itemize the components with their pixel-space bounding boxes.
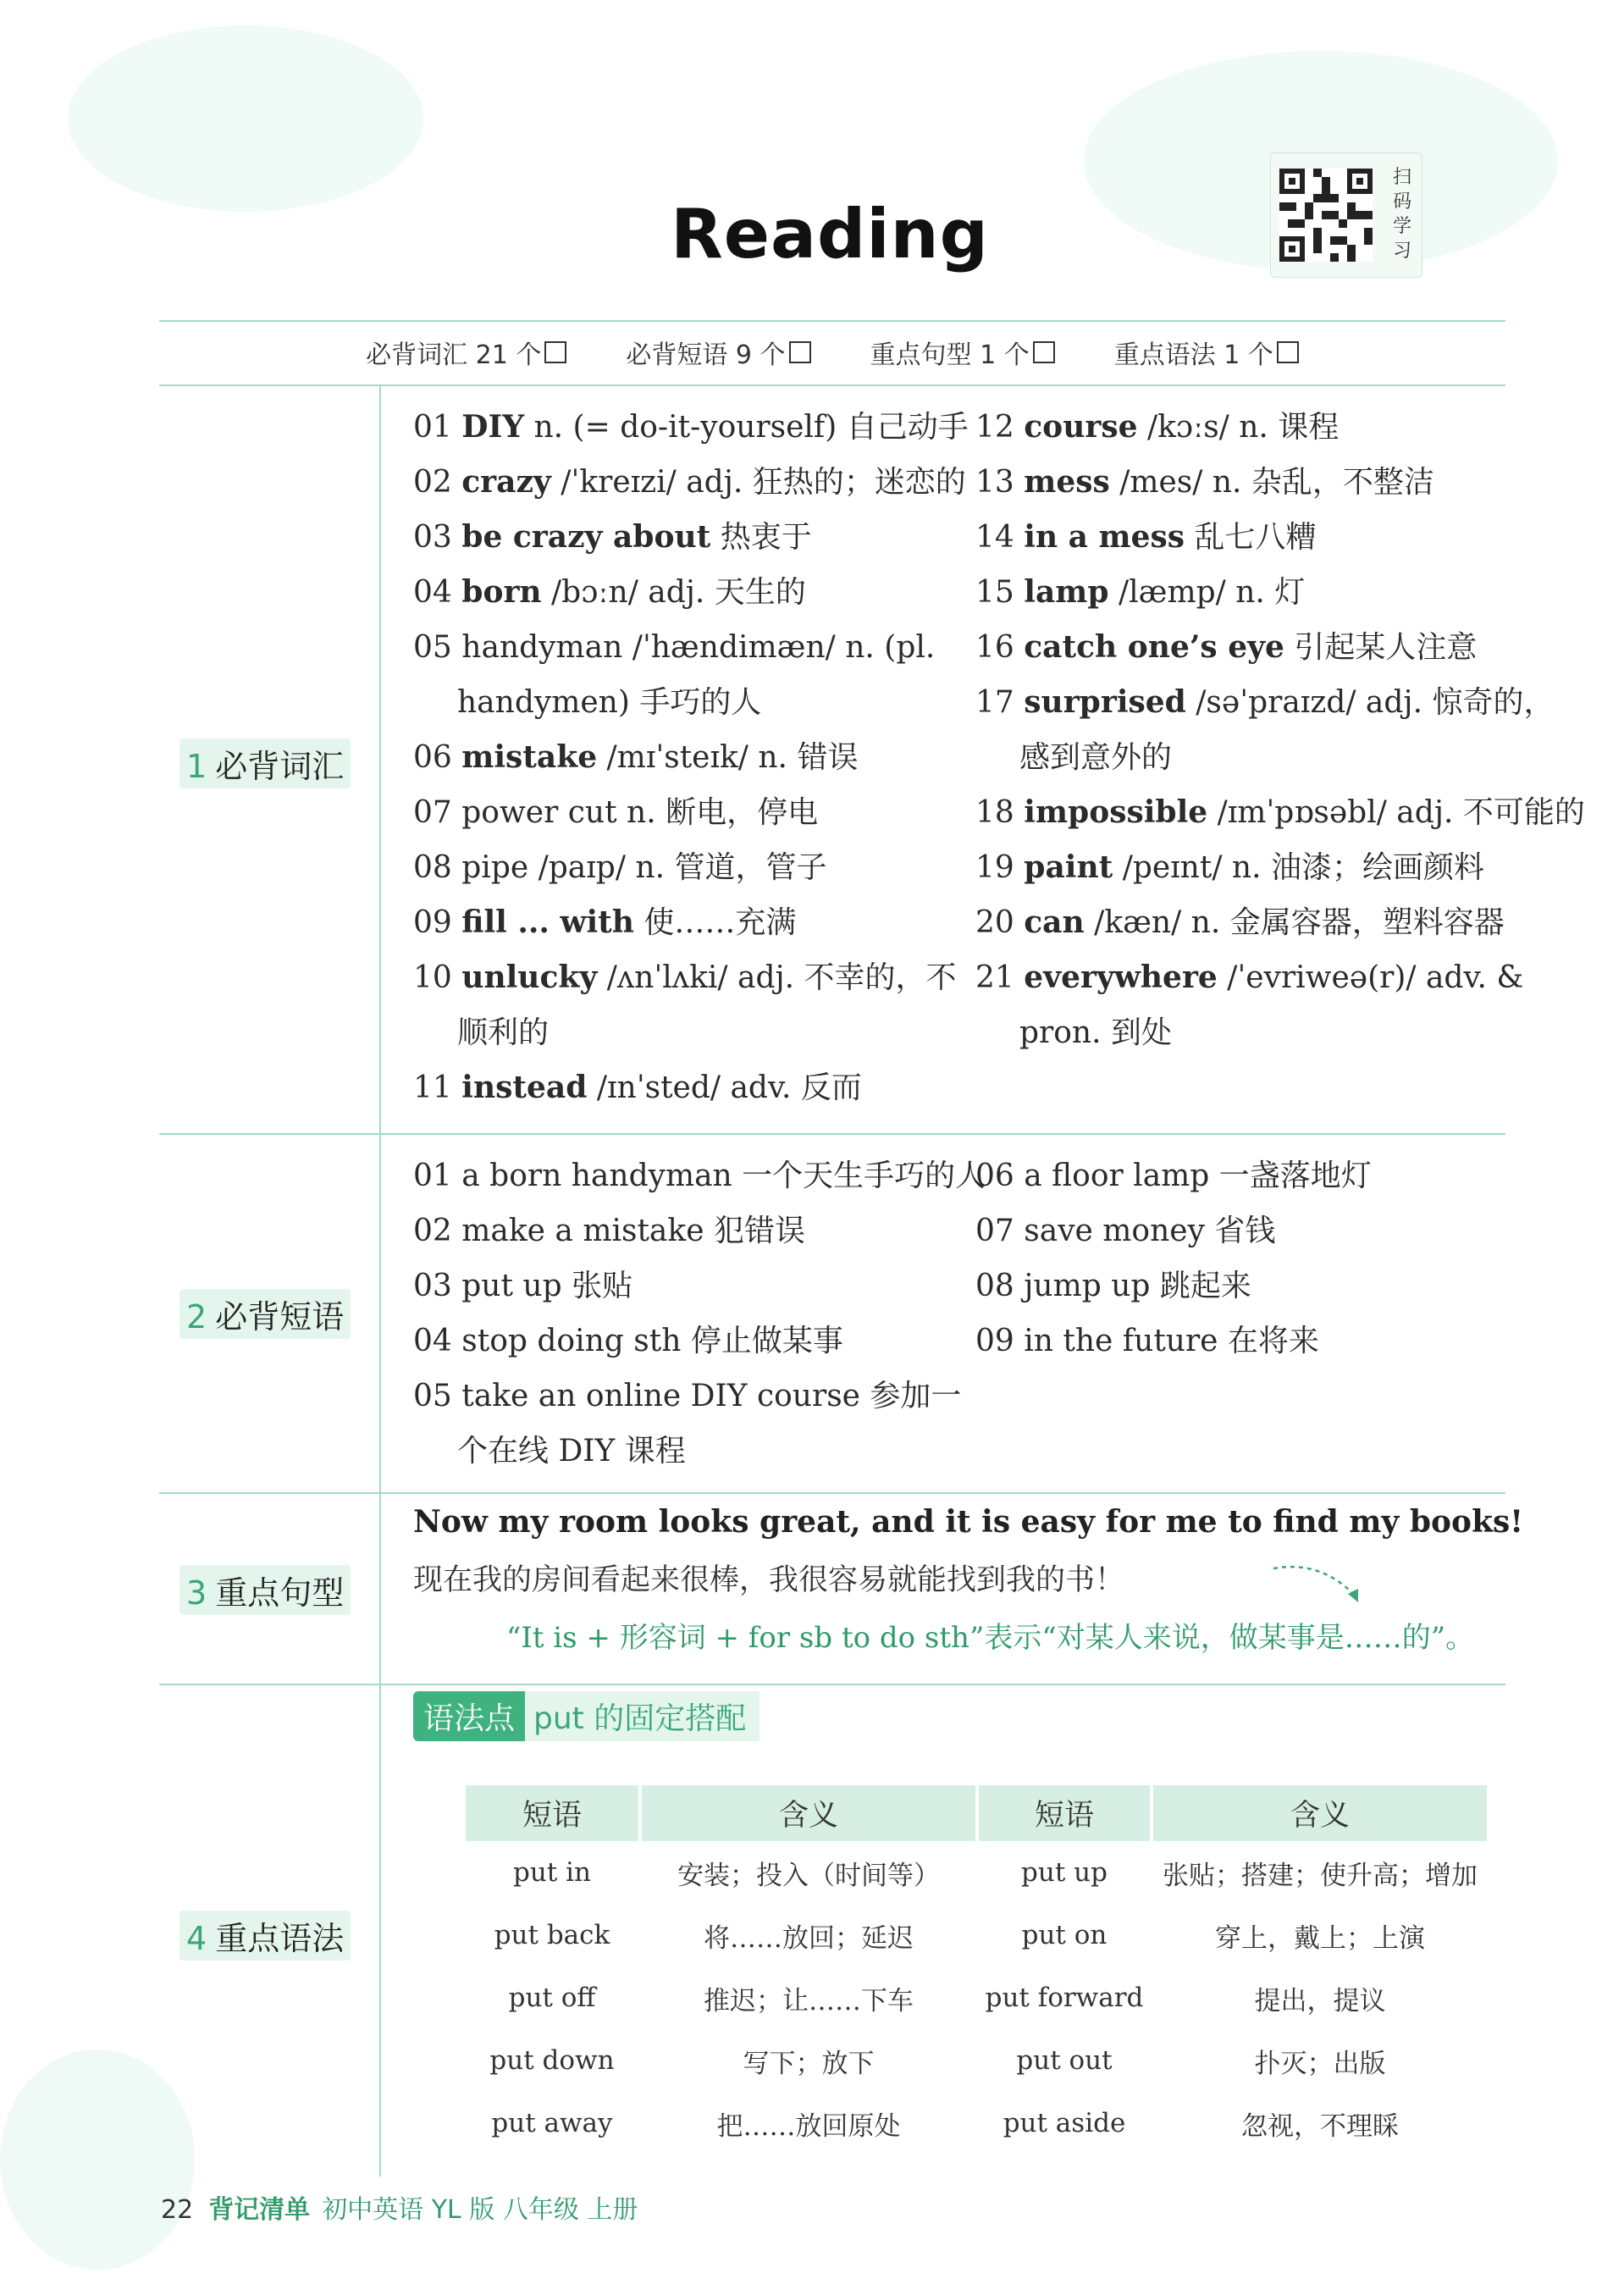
definition: /ˈkreɪzi/ adj. 狂热的；迷恋的 (550, 465, 966, 500)
table-cell: put on (1021, 1920, 1108, 1950)
phrase: jump up 跳起来 (1024, 1269, 1251, 1303)
phrase: a floor lamp 一盏落地灯 (1024, 1159, 1372, 1193)
definition: n. (= do-it-yourself) 自己动手 (524, 410, 969, 445)
phrase: put up 张贴 (461, 1269, 633, 1303)
definition: handyman /ˈhændimæn/ n. (pl. (461, 630, 936, 665)
definition: /ʌnˈlʌki/ adj. 不幸的，不 (597, 960, 957, 995)
list-item (413, 400, 972, 455)
list-item (975, 675, 1555, 730)
key-sentence-en: Now my room looks great, and it is easy for me to find my books! (413, 1504, 1524, 1540)
table-cell: 把……放回原处 (716, 2110, 901, 2142)
checkbox[interactable] (544, 341, 566, 363)
list-item (413, 1148, 986, 1203)
list-item (975, 565, 1517, 620)
headword: crazy (461, 464, 551, 500)
qr-label: 扫 码 学 习 (1392, 167, 1411, 262)
column-header: 短语 (979, 1785, 1150, 1841)
grammar-tag (413, 1692, 760, 1740)
series-name: 背记清单 (208, 2195, 311, 2225)
section-label-grammar: 4 重点语法 (180, 1911, 351, 1961)
divider (159, 1492, 1505, 1494)
item-number: 10 (413, 960, 452, 995)
sentence-note: “It is + 形容词 + for sb to do sth”表示“对某人来说，做某事是……的”。 (506, 1621, 1475, 1655)
headword: unlucky (461, 960, 598, 995)
item-number: 06 (975, 1159, 1014, 1193)
item-number: 12 (975, 410, 1014, 445)
definition: /səˈpraɪzd/ adj. 惊奇的， (1185, 685, 1555, 720)
phrase: save money 省钱 (1024, 1214, 1276, 1248)
summary-label: 必背短语 (626, 340, 728, 370)
summary-label: 重点句型 (870, 340, 972, 370)
table-cell: 写下；放下 (743, 2048, 875, 2079)
list-item (413, 1314, 972, 1369)
summary-count: 1 个 (980, 340, 1030, 370)
list-item-continuation: 顺利的 (457, 1015, 550, 1050)
list-item (413, 950, 972, 1005)
list-item (975, 1203, 1500, 1258)
table-cell: 安装；投入（时间等） (677, 1860, 940, 1891)
phrase: a born handyman 一个天生手巧的人 (461, 1159, 986, 1193)
vocab-list-right (975, 400, 1585, 1060)
table-cell: 张贴；搭建；使升高；增加 (1163, 1860, 1478, 1891)
qr-code[interactable] (1270, 152, 1422, 278)
item-number: 11 (413, 1070, 452, 1105)
headword: fill ... with (461, 904, 634, 940)
headword: catch one’s eye (1024, 629, 1284, 665)
divider (159, 384, 1505, 386)
item-number: 19 (975, 850, 1014, 885)
list-item (413, 1369, 972, 1424)
item-number: 02 (413, 1214, 452, 1248)
item-number: 07 (413, 795, 452, 830)
headword: can (1024, 904, 1085, 940)
item-number: 07 (975, 1214, 1014, 1248)
item-number: 02 (413, 465, 452, 500)
key-sentence-cn: 现在我的房间看起来很棒，我很容易就能找到我的书！ (413, 1563, 1125, 1597)
section-label-vocab: 1 必背词汇 (180, 738, 351, 788)
item-number: 20 (975, 905, 1014, 940)
table-row (466, 1841, 1487, 1904)
list-item (413, 785, 972, 840)
list-item (975, 950, 1524, 1005)
definition: /ɪmˈpɒsəbl/ adj. 不可能的 (1207, 795, 1585, 830)
checkbox[interactable] (1033, 341, 1055, 363)
section-label-sentence: 3 重点句型 (180, 1565, 351, 1615)
book-subtitle: 初中英语 YL 版 八年级 上册 (322, 2195, 638, 2225)
headword: born (461, 574, 542, 610)
table-cell: 推迟；让……下车 (704, 1985, 914, 2016)
summary-label: 重点语法 (1113, 340, 1216, 370)
item-number: 09 (975, 1324, 1014, 1358)
definition: /læmp/ n. 灯 (1108, 575, 1306, 610)
phrase: take an online DIY course 参加一 (461, 1379, 962, 1413)
item-number: 18 (975, 795, 1014, 830)
definition: /ɪnˈsted/ adv. 反而 (587, 1070, 862, 1105)
list-item (413, 1258, 972, 1314)
grammar-topic: put 的固定搭配 (525, 1691, 760, 1741)
list-item (975, 1258, 1500, 1314)
item-number: 08 (413, 850, 452, 885)
item-number: 15 (975, 575, 1014, 610)
column-header: 含义 (1153, 1785, 1487, 1841)
item-number: 03 (413, 520, 452, 555)
page-title: Reading (671, 195, 989, 274)
table-cell: 将……放回；延迟 (704, 1922, 914, 1954)
divider (159, 1684, 1505, 1685)
summary-count: 1 个 (1224, 340, 1273, 370)
item-number: 06 (413, 740, 452, 775)
definition: /kæn/ n. 金属容器，塑料容器 (1084, 905, 1505, 940)
list-item (975, 1314, 1500, 1369)
list-item-continuation: pron. 到处 (1019, 1015, 1173, 1050)
table-cell: put out (1016, 2045, 1113, 2076)
table-row (466, 2092, 1487, 2154)
summary-label: 必背词汇 (366, 340, 468, 370)
grammar-table (462, 1785, 1490, 2154)
table-cell: put down (489, 2045, 615, 2076)
item-number: 05 (413, 1379, 452, 1413)
headword: mess (1024, 464, 1110, 500)
headword: impossible (1024, 794, 1208, 830)
list-item (413, 840, 972, 895)
table-cell: 忽视，不理睬 (1241, 2110, 1399, 2142)
phrase-list-left (413, 1148, 986, 1479)
table-cell: put up (1021, 1857, 1108, 1888)
table-cell: 提出，提议 (1254, 1985, 1386, 2016)
list-item (413, 1060, 972, 1115)
headword: in a mess (1024, 519, 1185, 555)
list-item (413, 510, 972, 565)
phrase-list-right (975, 1148, 1500, 1369)
list-item (413, 1203, 972, 1258)
headword: surprised (1024, 684, 1186, 720)
divider (159, 1133, 1505, 1135)
table-row (466, 1966, 1487, 2029)
item-number: 21 (975, 960, 1014, 995)
table-row (466, 2029, 1487, 2092)
headword: course (1024, 409, 1138, 445)
list-item (975, 620, 1517, 675)
table-row (466, 1904, 1487, 1966)
summary-count: 21 个 (475, 340, 542, 370)
table-cell: put back (494, 1920, 610, 1950)
table-cell: put in (512, 1857, 591, 1888)
headword: instead (461, 1070, 588, 1105)
list-item (413, 895, 972, 950)
summary-count: 9 个 (735, 340, 786, 370)
list-item (975, 400, 1517, 455)
phrase: stop doing sth 停止做某事 (461, 1324, 843, 1358)
definition: /peɪnt/ n. 油漆；绘画颜料 (1113, 850, 1484, 885)
definition: 热衷于 (710, 520, 812, 555)
list-item (413, 565, 972, 620)
definition: 引起某人注意 (1284, 630, 1478, 665)
definition: /bɔːn/ adj. 天生的 (541, 575, 806, 610)
table-cell: put aside (1003, 2108, 1126, 2138)
list-item (975, 785, 1585, 840)
table-cell: put forward (985, 1983, 1144, 2013)
item-number: 04 (413, 1324, 452, 1358)
headword: mistake (461, 739, 598, 775)
table-cell: 穿上，戴上；上演 (1215, 1922, 1425, 1954)
list-item-continuation: 感到意外的 (1019, 740, 1173, 775)
summary-bar (159, 322, 1505, 383)
table-cell: put away (491, 2108, 613, 2138)
list-item (413, 455, 972, 510)
item-number: 17 (975, 685, 1014, 720)
section-label-phrases: 2 必背短语 (180, 1289, 351, 1339)
item-number: 14 (975, 520, 1014, 555)
list-item-continuation: handymen) 手巧的人 (457, 685, 762, 720)
qr-icon (1279, 169, 1373, 262)
list-item-continuation: 个在线 DIY 课程 (457, 1434, 686, 1469)
definition: power cut n. 断电，停电 (461, 795, 819, 830)
item-number: 04 (413, 575, 452, 610)
item-number: 13 (975, 465, 1014, 500)
item-number: 03 (413, 1269, 452, 1303)
page-footer (161, 2188, 638, 2226)
definition: /mes/ n. 杂乱，不整洁 (1109, 465, 1434, 500)
definition: /kɔːs/ n. 课程 (1137, 410, 1340, 445)
column-divider (379, 384, 381, 2177)
column-header: 含义 (642, 1785, 975, 1841)
headword: paint (1024, 849, 1113, 885)
definition: 乱七八糟 (1185, 520, 1317, 555)
checkbox[interactable] (789, 341, 811, 363)
list-item (975, 1148, 1500, 1203)
column-header: 短语 (466, 1785, 638, 1841)
list-item (975, 455, 1517, 510)
phrase: in the future 在将来 (1024, 1324, 1319, 1358)
headword: everywhere (1024, 960, 1218, 995)
list-item (975, 840, 1517, 895)
definition: /mɪˈsteɪk/ n. 错误 (597, 740, 859, 775)
definition: 使……充满 (633, 905, 797, 940)
item-number: 16 (975, 630, 1014, 665)
list-item (413, 730, 972, 785)
phrase: make a mistake 犯错误 (461, 1214, 805, 1248)
page-number: 22 (161, 2195, 194, 2225)
definition: /ˈevriweə(r)/ adv. & (1217, 960, 1524, 995)
table-cell: put off (508, 1983, 596, 2013)
vocab-list-left (413, 400, 972, 1115)
headword: DIY (461, 409, 525, 445)
item-number: 05 (413, 630, 452, 665)
headword: be crazy about (461, 519, 711, 555)
arrow-icon (1270, 1560, 1372, 1611)
list-item (975, 510, 1517, 565)
item-number: 08 (975, 1269, 1014, 1303)
list-item (413, 620, 972, 675)
item-number: 01 (413, 1159, 452, 1193)
list-item (975, 895, 1517, 950)
grammar-tag-label: 语法点 (413, 1691, 525, 1741)
headword: lamp (1024, 574, 1109, 610)
item-number: 01 (413, 410, 452, 445)
table-header-row (466, 1785, 1487, 1841)
item-number: 09 (413, 905, 452, 940)
definition: pipe /paɪp/ n. 管道，管子 (461, 850, 827, 885)
table-cell: 扑灭；出版 (1254, 2048, 1386, 2079)
checkbox[interactable] (1277, 341, 1299, 363)
